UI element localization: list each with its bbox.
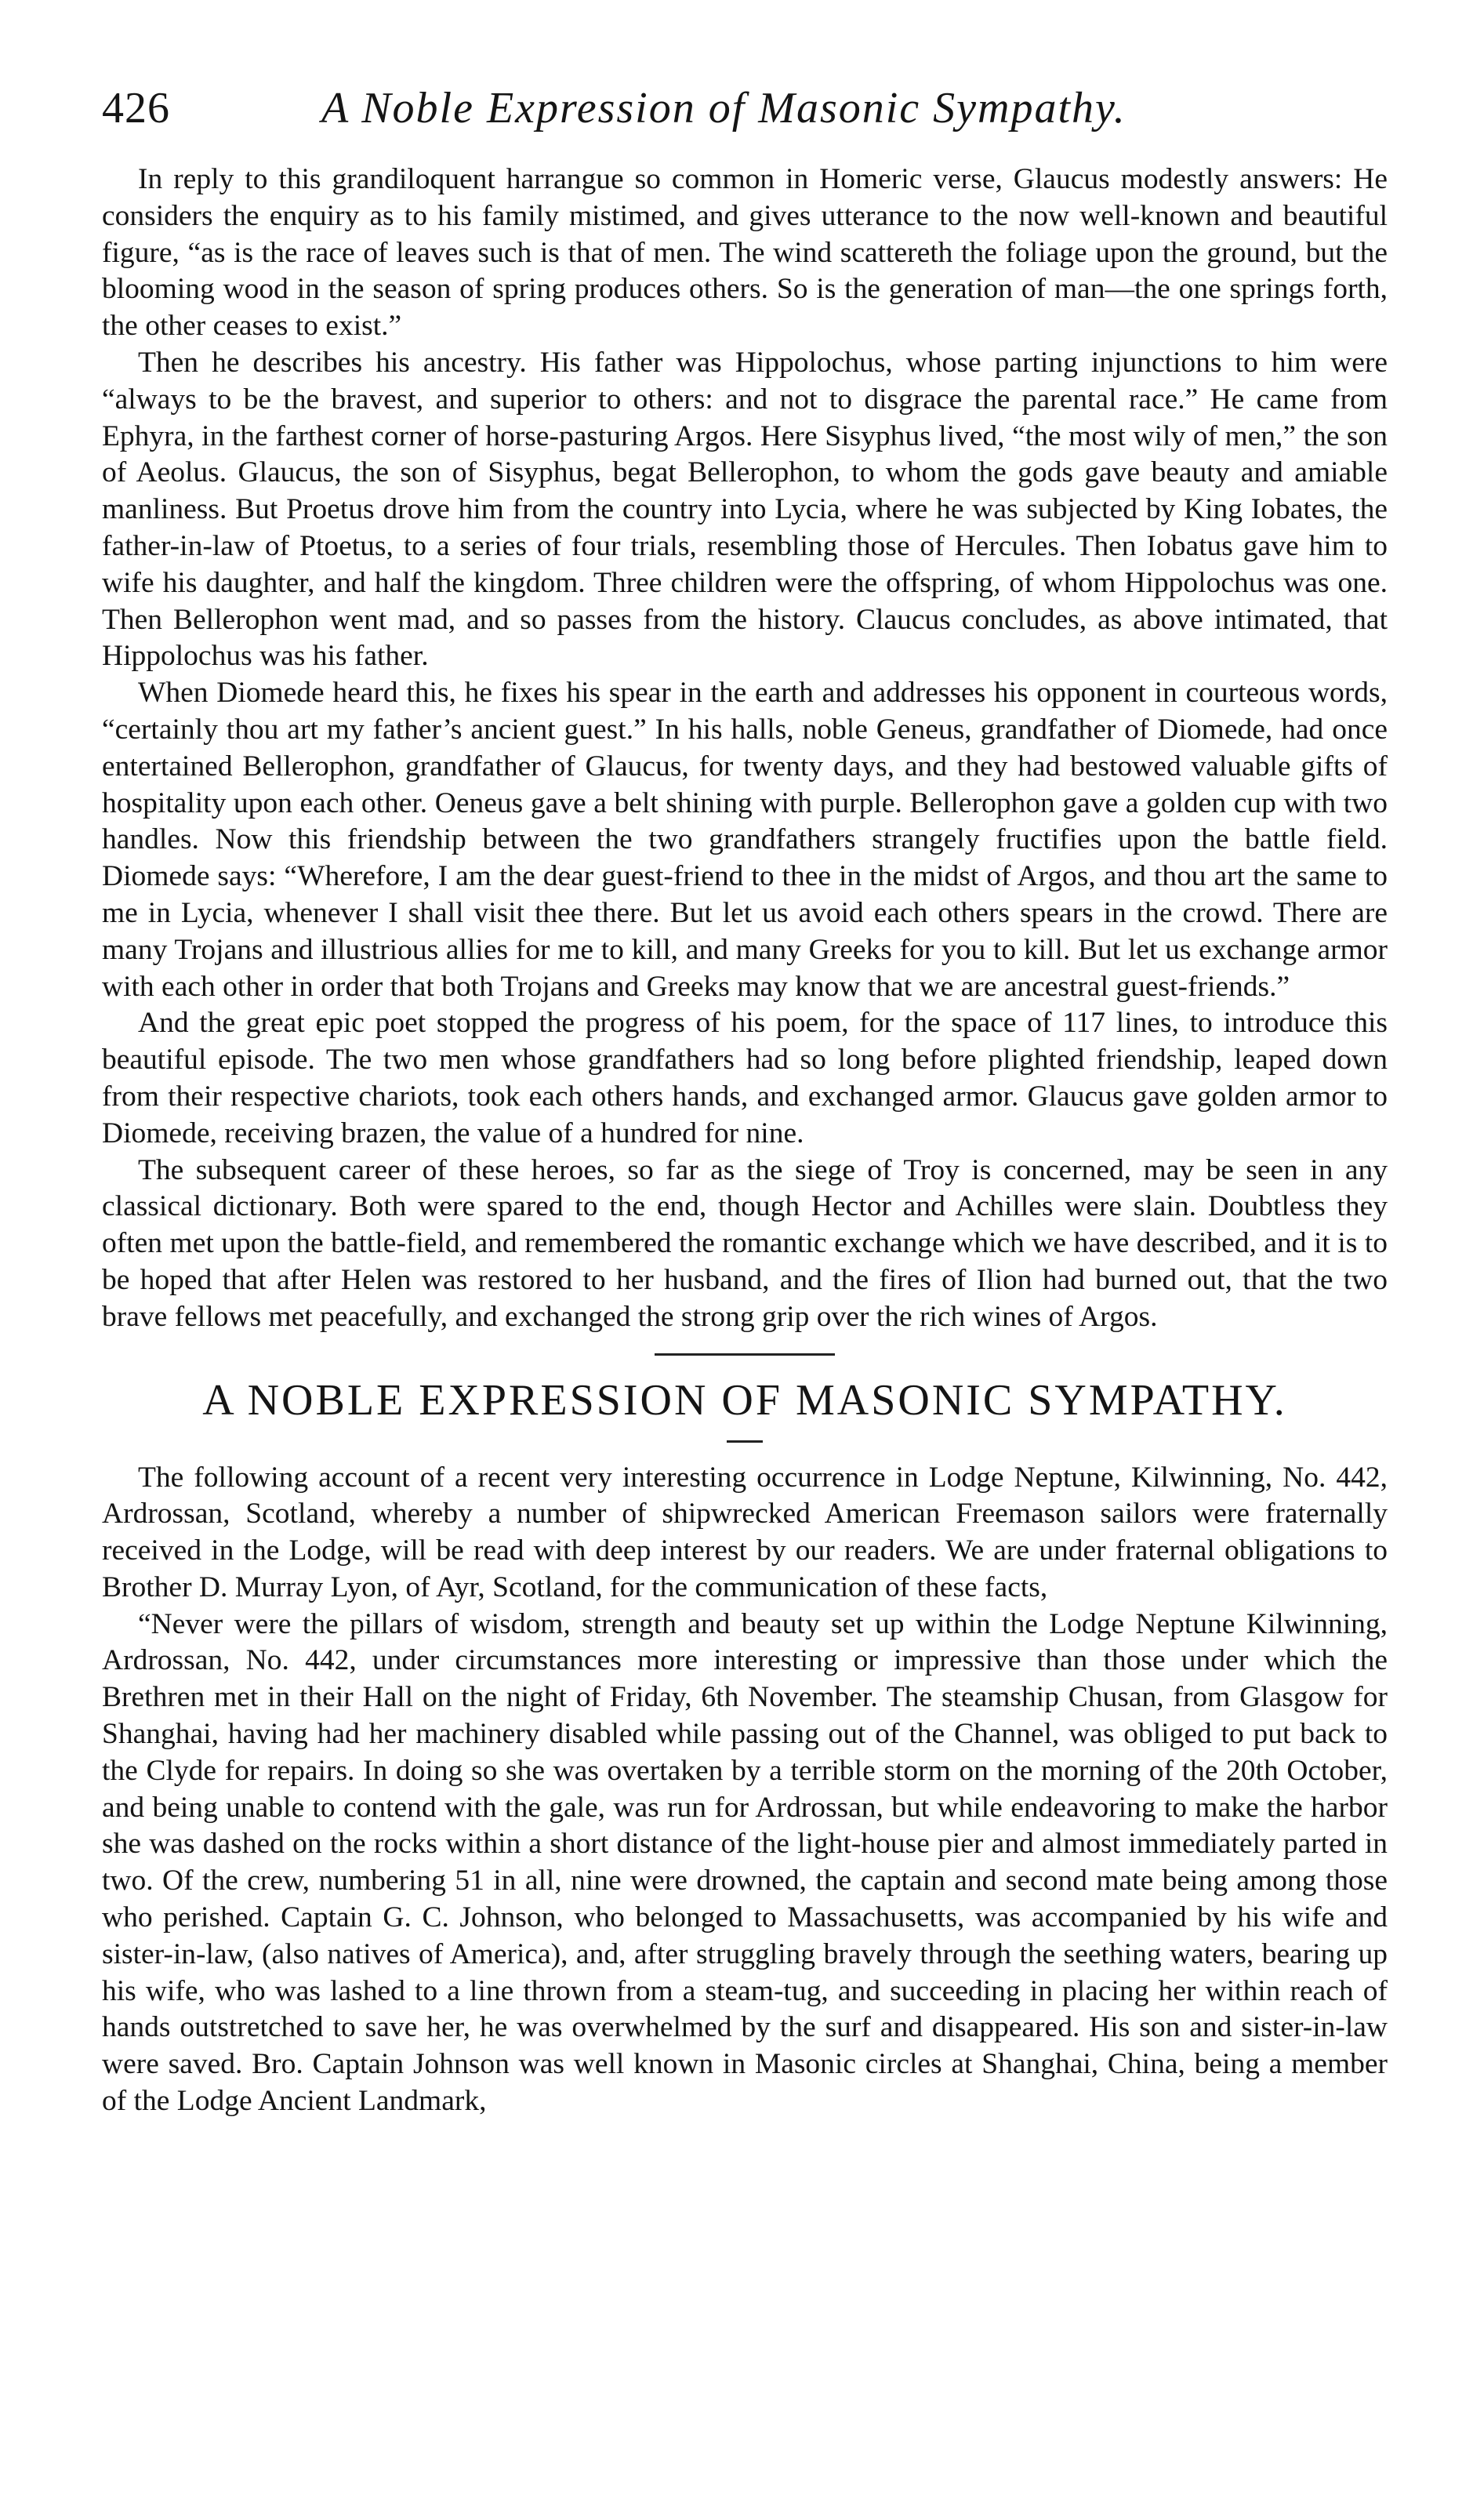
heading-rule bbox=[727, 1440, 763, 1443]
section-heading: A NOBLE EXPRESSION OF MASONIC SYMPATHY. bbox=[202, 1375, 1287, 1425]
paragraph: And the great epic poet stopped the progress of his poem, for the space of 117 lines, to introduce this beautiful episode. The two men whose grandfathers had so long before plighted friendship, leaped down from their respective chariots, took each others hands, and exchanged armor. Glaucus gave golden armor to Diomede, receiving brazen, the value of a hundred for nine. bbox=[102, 1007, 1388, 1149]
paragraph: The following account of a recent very interesting occurrence in Lodge Neptune, Kilwinning, No. 442, Ardrossan, Scotland, whereby a number of shipwrecked American Freemason sailors were fraternally received in the Lodge, will be read with deep interest by our readers. We are under fraternal obligations to Brother D. Murray Lyon, of Ayr, Scotland, for the communication of these facts, bbox=[102, 1461, 1388, 1603]
paragraph: “Never were the pillars of wisdom, strength and beauty set up within the Lodge Neptune Kilwinning, Ardrossan, No. 442, under circumstances more interesting or impressive than those under which the Brethren met in their Hall on the night of Friday, 6th November. The steamship Chusan, from Glasgow for Shanghai, having had her machinery disabled while passing out of the Channel, was obliged to put back to the Clyde for repairs. In doing so she was overtaken by a terrible storm on the morning of the 20th October, and being unable to contend with the gale, was run for Ardrossan, but while endeavoring to make the harbor she was dashed on the rocks within a short distance of the light-house pier and almost immediately parted in two. Of the crew, numbering 51 in all, nine were drowned, the captain and second mate being among those who perished. Captain G. C. Johnson, who belonged to Massachusetts, was accompanied by his wife and sister-in-law, (also natives of America), and, after struggling bravely through the seething waters, bearing up his wife, who was lashed to a line thrown from a steam-tug, and succeeding in placing her within reach of hands outstretched to save her, he was overwhelmed by the surf and disappeared. His son and sister-in-law were saved. Bro. Captain Johnson was well known in Masonic circles at Shanghai, China, being a member of the Lodge Ancient Landmark, bbox=[102, 1607, 1388, 2118]
article-glaucus-diomede bbox=[102, 162, 1388, 1336]
running-title: A Noble Expression of Masonic Sympathy. bbox=[321, 84, 1127, 133]
article-masonic-sympathy bbox=[102, 1460, 1388, 2120]
paragraph: Then he describes his ancestry. His father was Hippolochus, whose parting injunctions to him were “always to be the bravest, and superior to others: and not to disgrace the parental race.” He came from Ephyra, in the farthest corner of horse-pasturing Argos. Here Sisyphus lived, “the most wily of men,” the son of Aeolus. Glaucus, the son of Sisyphus, begat Bellerophon, to whom the gods gave beauty and amiable manliness. But Proetus drove him from the country into Lycia, where he was subjected by King Iobates, the father-in-law of Ptoetus, to a series of four trials, resembling those of Hercules. Then Iobatus gave him to wife his daughter, and half the kingdom. Three children were the offspring, of whom Hippolochus was one. Then Bellerophon went mad, and so passes from the history. Claucus concludes, as above intimated, that Hippolochus was his father. bbox=[102, 346, 1388, 673]
paragraph: The subsequent career of these heroes, so far as the siege of Troy is concerned, may be seen in any classical dictionary. Both were spared to the end, though Hector and Achilles were slain. Doubtless they often met upon the battle-field, and remembered the romantic exchange which we have described, and it is to be hoped that after Helen was restored to her husband, and the fires of Ilion had burned out, that the two brave fellows met peacefully, and exchanged the strong grip over the rich wines of Argos. bbox=[102, 1153, 1388, 1333]
paragraph: In reply to this grandiloquent harrangue so common in Homeric verse, Glaucus modestly answers: He considers the enquiry as to his family mistimed, and gives utterance to the now well-known and beautiful figure, “as is the race of leaves such is that of men. The wind scattereth the foliage upon the ground, but the blooming wood in the season of spring produces others. So is the generation of man—the one springs forth, the other ceases to exist.” bbox=[102, 163, 1388, 343]
paragraph: When Diomede heard this, he fixes his spear in the earth and addresses his opponent in courteous words, “certainly thou art my father’s ancient guest.” In his halls, noble Geneus, grandfather of Diomede, had once entertained Bellerophon, grandfather of Glaucus, for twenty days, and they had bestowed valuable gifts of hospitality upon each other. Oeneus gave a belt shining with purple. Bellerophon gave a golden cup with two handles. Now this friendship between the two grandfathers strangely fructifies upon the battle field. Diomede says: “Wherefore, I am the dear guest-friend to thee in the midst of Argos, and thou art the same to me in Lycia, whenever I shall visit thee there. But let us avoid each others spears in the crowd. There are many Trojans and illustrious allies for me to kill, and many Greeks for you to kill. But let us exchange armor with each other in order that both Trojans and Greeks may know that we are ancestral guest-friends.” bbox=[102, 677, 1388, 1003]
running-head bbox=[102, 75, 1388, 141]
page-number: 426 bbox=[102, 84, 170, 133]
page bbox=[102, 75, 1388, 2120]
section-divider bbox=[655, 1353, 835, 1356]
